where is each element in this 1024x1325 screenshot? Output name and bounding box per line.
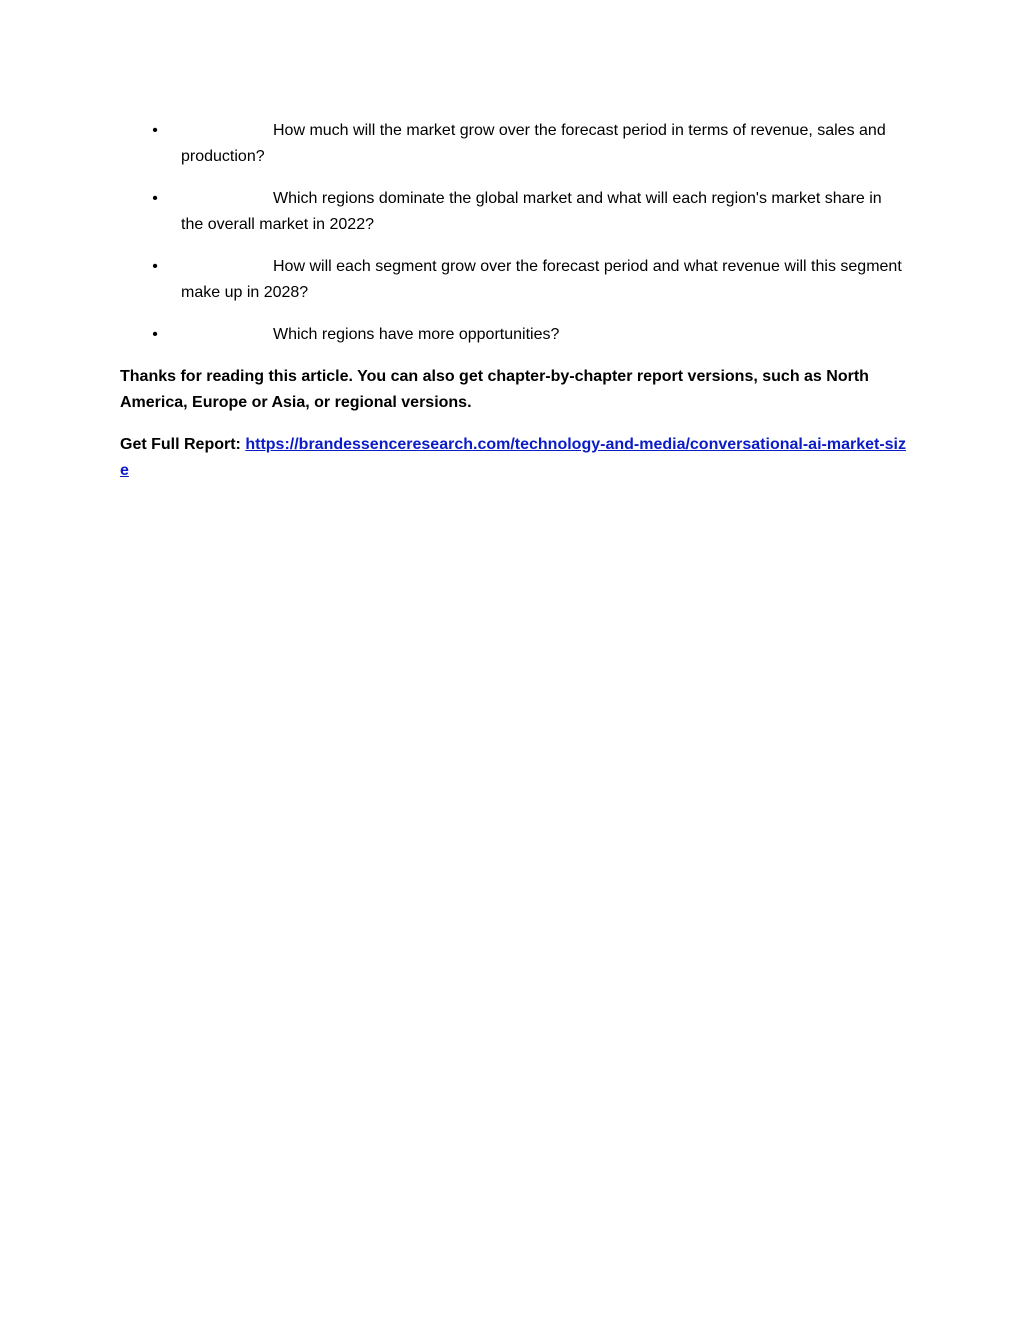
list-item	[120, 186, 906, 238]
list-item	[120, 254, 906, 306]
questions-list	[120, 118, 906, 348]
closing-paragraph: Thanks for reading this article. You can also get chapter-by-chapter report versions, such as North America, Europe or Asia, or regional versions.	[120, 368, 869, 411]
bullet-icon: •	[152, 190, 158, 207]
list-item	[120, 322, 906, 348]
bullet-icon: •	[152, 258, 158, 275]
report-paragraph	[120, 432, 906, 484]
report-label: Get Full Report:	[120, 436, 241, 453]
question-text: Which regions dominate the global market and what will each region's market share in the overall market in 2022?	[181, 190, 882, 233]
list-item	[120, 118, 906, 170]
question-text: How much will the market grow over the forecast period in terms of revenue, sales and production?	[181, 122, 886, 165]
report-link[interactable]: https://brandessenceresearch.com/technology-and-media/conversational-ai-market-size	[120, 436, 906, 479]
document-content	[120, 118, 906, 500]
bullet-icon: •	[152, 326, 158, 343]
question-text: How will each segment grow over the forecast period and what revenue will this segment make up in 2028?	[181, 258, 902, 301]
question-text: Which regions have more opportunities?	[273, 326, 560, 343]
bullet-icon: •	[152, 122, 158, 139]
